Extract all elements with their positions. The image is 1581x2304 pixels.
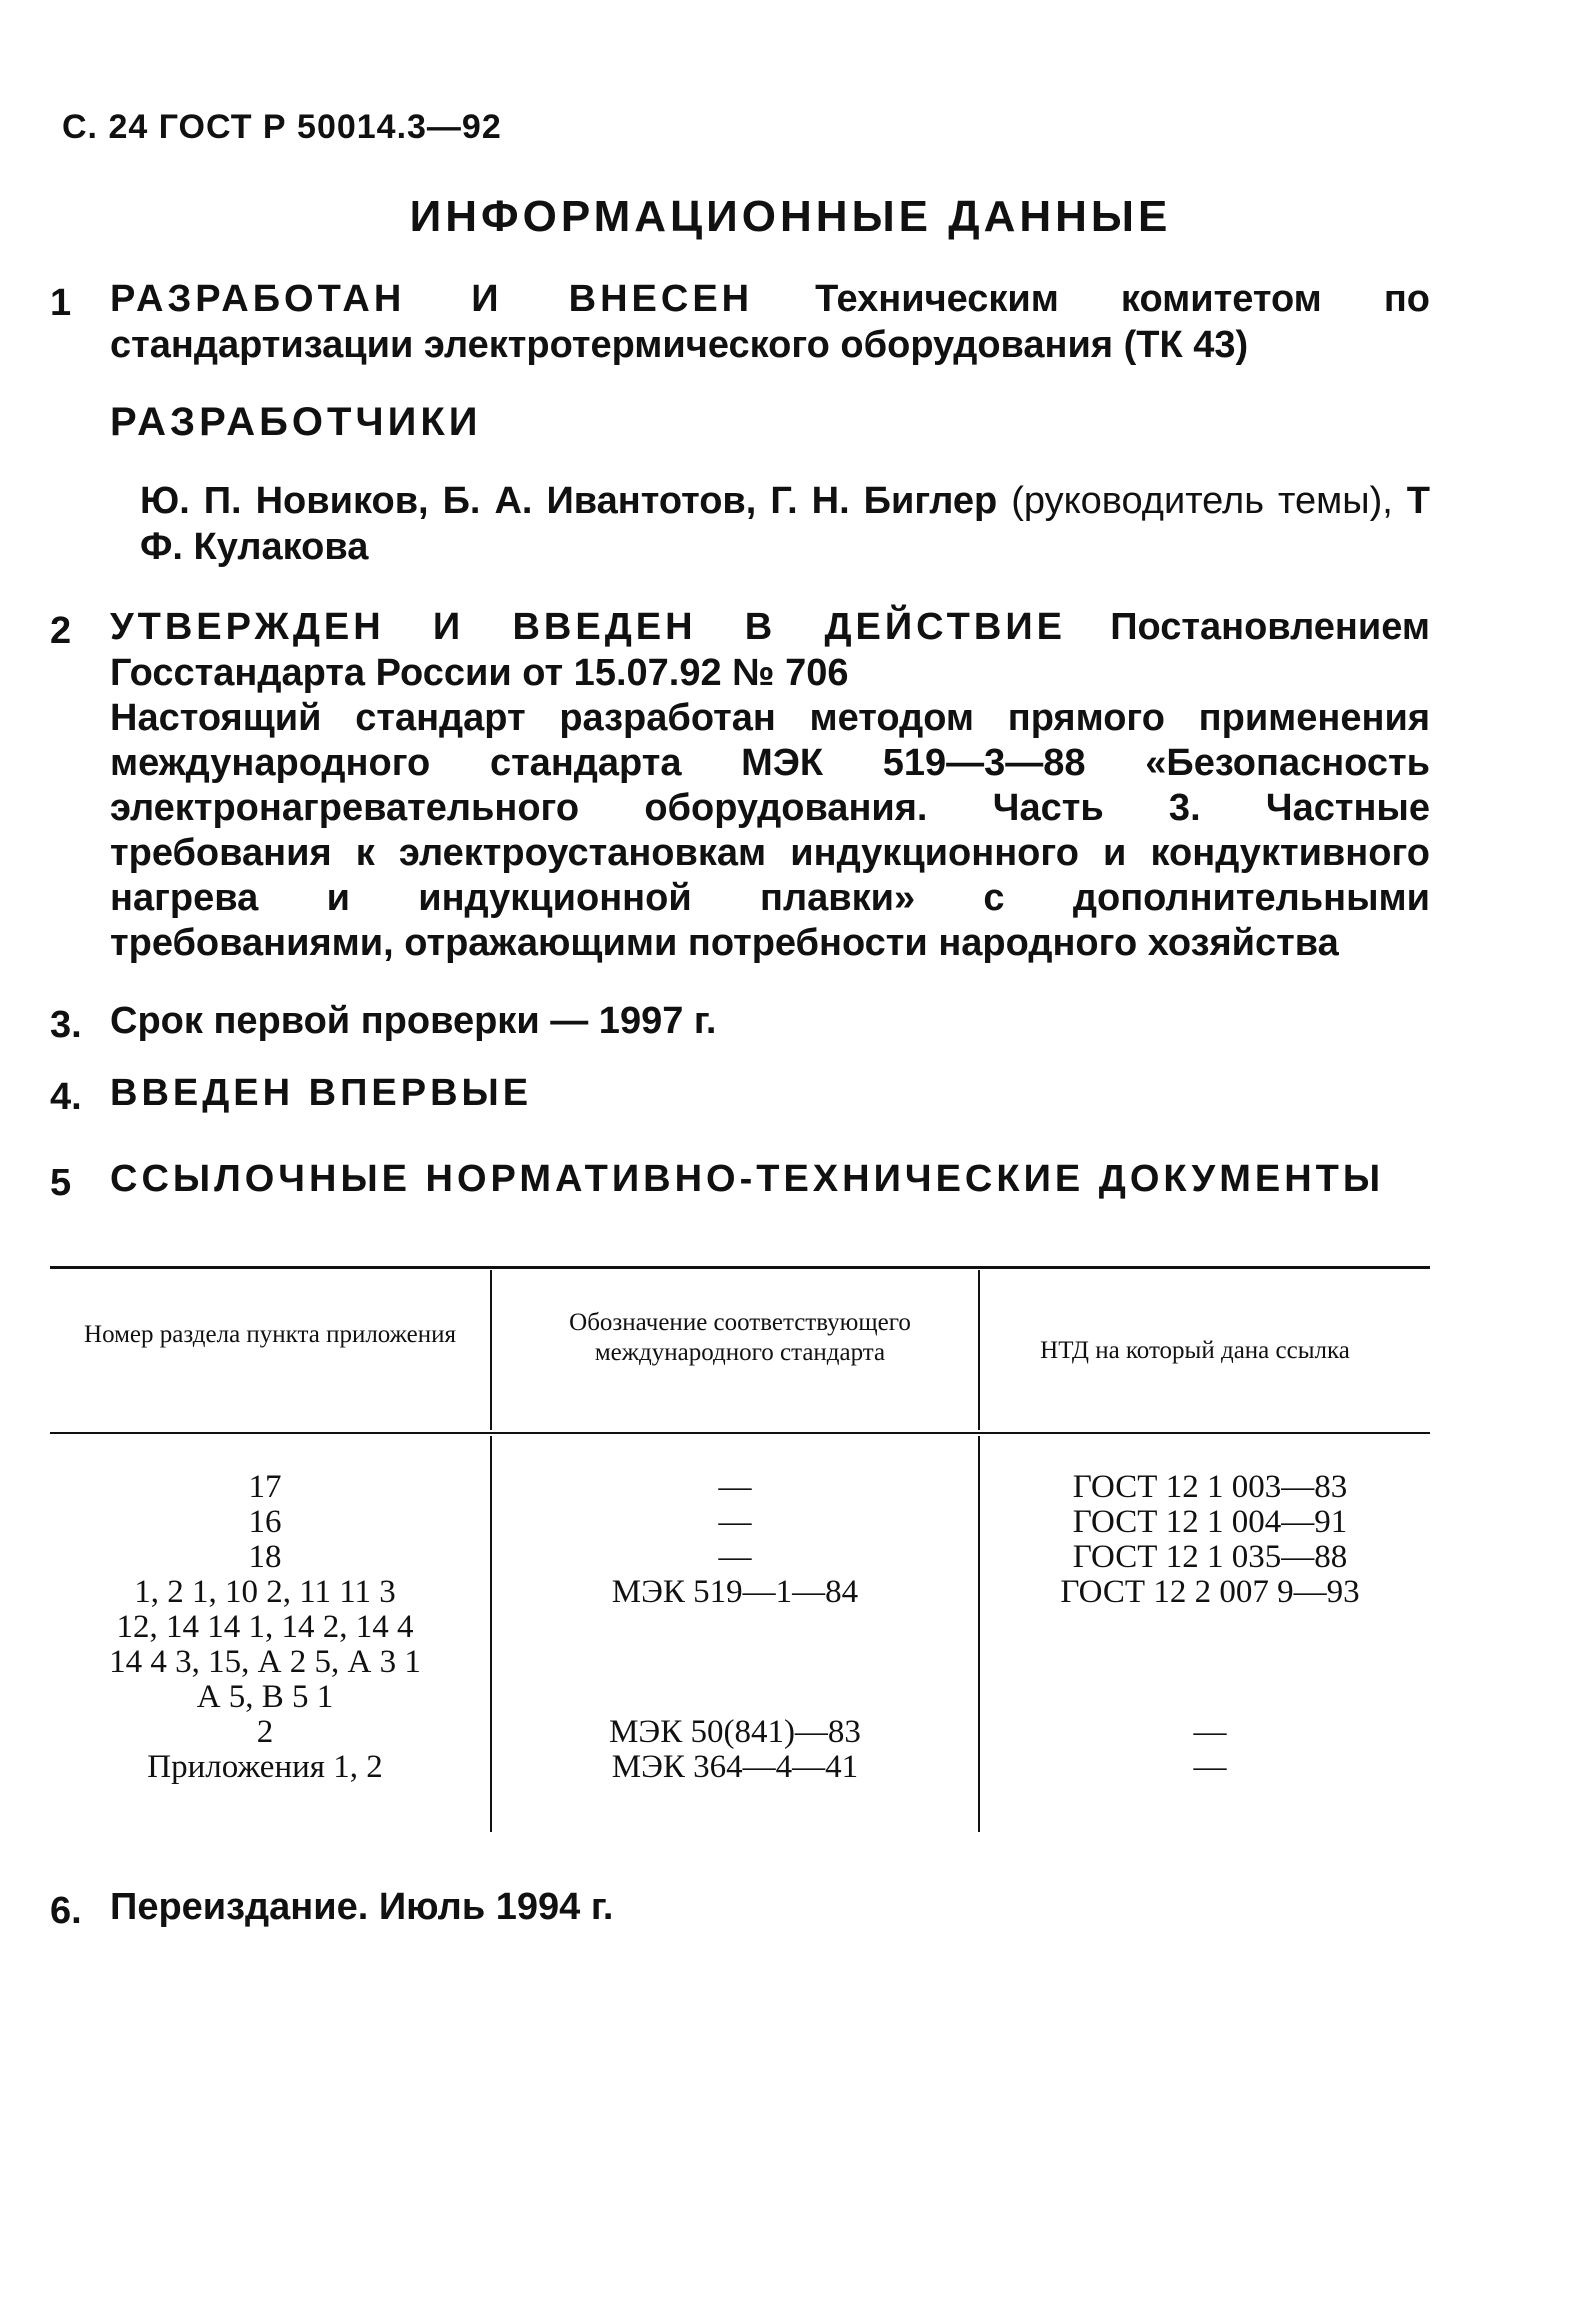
table-cell bbox=[510, 1680, 960, 1715]
table-cell: ГОСТ 12 1 004—91 bbox=[1072, 1504, 1348, 1540]
table-cell: — bbox=[718, 1469, 752, 1505]
table-cell bbox=[1000, 1680, 1420, 1715]
table-header-ntd: НТД на который дана ссылка bbox=[1040, 1337, 1350, 1364]
item-2-lead: УТВЕРЖДЕН И ВВЕДЕН В ДЕЙСТВИЕ bbox=[110, 606, 1066, 648]
item-2-number: 2 bbox=[50, 610, 72, 652]
table-cell: — bbox=[1193, 1714, 1227, 1750]
item-6-number: 6. bbox=[50, 1890, 82, 1932]
developers-heading: РАЗРАБОТЧИКИ bbox=[110, 400, 482, 444]
table-cell: МЭК 50(841)—83 bbox=[609, 1714, 861, 1750]
item-1-lead: РАЗРАБОТАН И ВНЕСЕН bbox=[110, 278, 754, 320]
table-cell: МЭК 364—4—41 bbox=[611, 1749, 859, 1785]
item-6: Переиздание. Июль 1994 г. bbox=[110, 1886, 614, 1928]
item-5-number: 5 bbox=[50, 1162, 72, 1204]
table-cell: Приложения 1, 2 bbox=[147, 1749, 383, 1785]
table-cell: — bbox=[718, 1539, 752, 1575]
table-cell: — bbox=[718, 1504, 752, 1540]
table-header-divider-2 bbox=[978, 1270, 980, 1430]
table-column-ntd bbox=[1000, 1470, 1420, 1785]
table-cell: А 5, В 5 1 bbox=[196, 1679, 334, 1715]
table-cell bbox=[1000, 1610, 1420, 1645]
table-cell bbox=[510, 1645, 960, 1680]
table-column-sections bbox=[60, 1470, 470, 1785]
table-cell: 16 bbox=[248, 1504, 282, 1540]
table-cell: 2 bbox=[256, 1714, 274, 1750]
item-3: Срок первой проверки — 1997 г. bbox=[110, 1000, 717, 1042]
table-header-rule bbox=[50, 1432, 1430, 1434]
table-cell: ГОСТ 12 1 003—83 bbox=[1072, 1469, 1348, 1505]
item-3-number: 3. bbox=[50, 1004, 82, 1046]
item-2-note: Настоящий стандарт разработан методом прямого применения международного стандарта МЭК 519—3—88 «Безопасность электронагревательного оборудования. Часть 3. Частные требования к электроустановкам индукционного и кондуктивного нагрева и индукционной плавки» с дополнительными требованиями, отражающими потребности народного хозяйства bbox=[110, 697, 1430, 964]
table-top-rule bbox=[50, 1266, 1430, 1269]
table-header-intl-standard: Обозначение соответствующего международного стандарта bbox=[569, 1309, 911, 1366]
item-1-number: 1 bbox=[50, 282, 72, 324]
item-1 bbox=[110, 276, 1430, 368]
table-body-divider-1 bbox=[490, 1436, 492, 1832]
table-cell: — bbox=[1193, 1749, 1227, 1785]
table-cell: МЭК 519—1—84 bbox=[611, 1574, 859, 1610]
item-2 bbox=[110, 604, 1430, 696]
table-cell: 14 4 3, 15, А 2 5, А 3 1 bbox=[109, 1644, 421, 1680]
developers-names-2: Т Ф. Кулакова bbox=[140, 480, 1430, 568]
table-cell: ГОСТ 12 2 007 9—93 bbox=[1060, 1574, 1360, 1610]
developers-names-1: Ю. П. Новиков, Б. А. Ивантотов, Г. Н. Биглер bbox=[140, 480, 998, 522]
table-body-divider-2 bbox=[978, 1436, 980, 1832]
developers-role: (руководитель темы), bbox=[1011, 480, 1393, 522]
table-header-divider-1 bbox=[490, 1270, 492, 1430]
table-cell bbox=[510, 1610, 960, 1645]
item-5: ССЫЛОЧНЫЕ НОРМАТИВНО-ТЕХНИЧЕСКИЕ ДОКУМЕНТЫ bbox=[110, 1158, 1385, 1200]
table-header-section: Номер раздела пункта приложения bbox=[84, 1321, 456, 1348]
running-head: С. 24 ГОСТ Р 50014.3—92 bbox=[62, 108, 502, 146]
table-cell: 12, 14 14 1, 14 2, 14 4 bbox=[116, 1609, 414, 1645]
item-1-text: Техническим комитетом по стандартизации электротермического оборудования (ТК 43) bbox=[110, 278, 1430, 366]
page-title: ИНФОРМАЦИОННЫЕ ДАННЫЕ bbox=[409, 192, 1172, 241]
item-4: ВВЕДЕН ВПЕРВЫЕ bbox=[110, 1072, 533, 1114]
table-cell: ГОСТ 12 1 035—88 bbox=[1072, 1539, 1348, 1575]
table-cell: 1, 2 1, 10 2, 11 11 3 bbox=[134, 1574, 396, 1610]
table-cell: 18 bbox=[248, 1539, 282, 1575]
item-4-number: 4. bbox=[50, 1076, 82, 1118]
table-cell: 17 bbox=[248, 1469, 282, 1505]
table-cell bbox=[1000, 1645, 1420, 1680]
table-column-intl-standards bbox=[510, 1470, 960, 1785]
developers-list bbox=[140, 478, 1430, 570]
item-2-text: Постановлением Госстандарта России от 15.07.92 № 706 bbox=[110, 606, 1430, 694]
